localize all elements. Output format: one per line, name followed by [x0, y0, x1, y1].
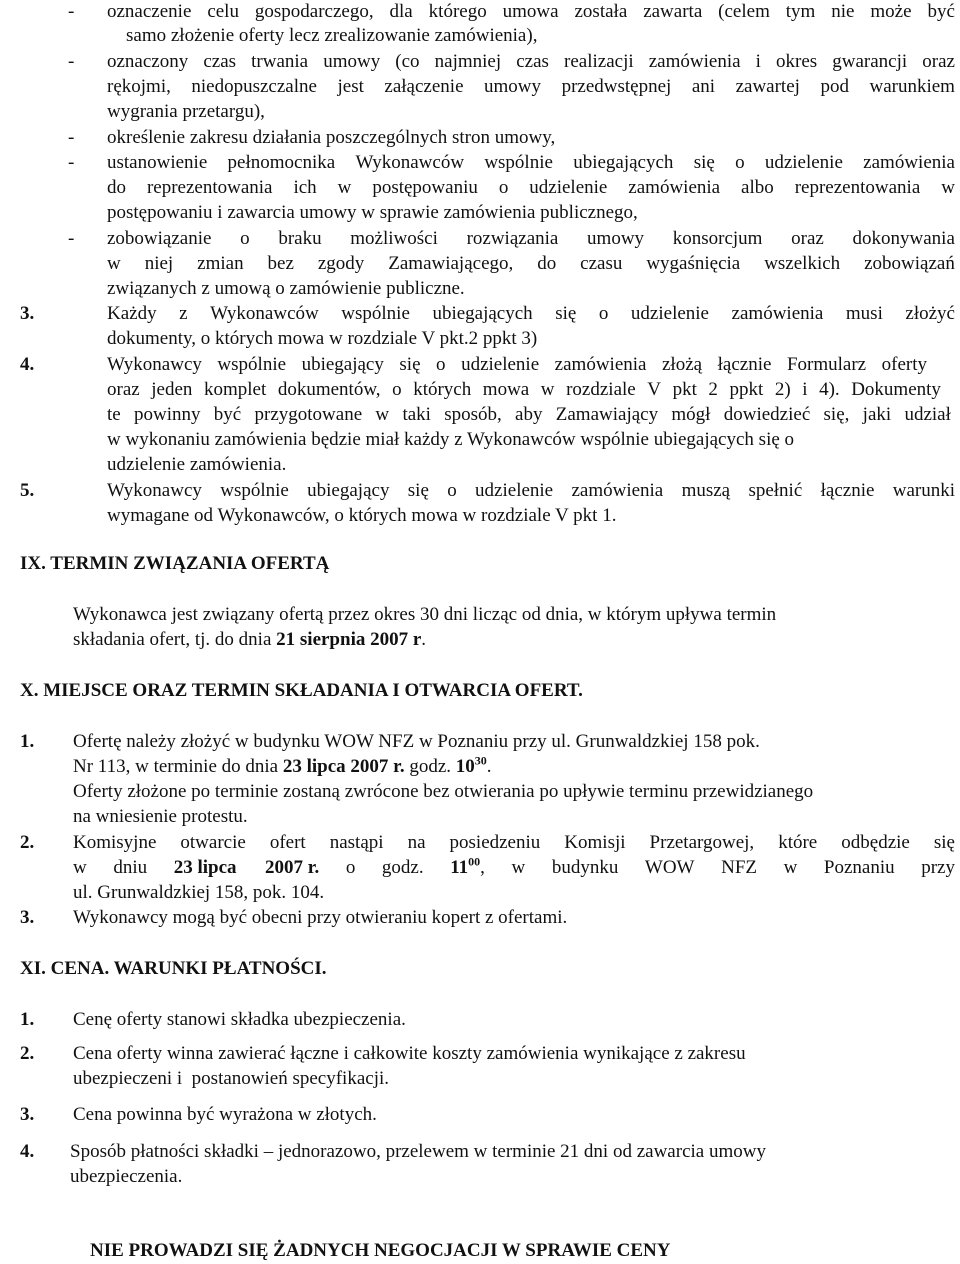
- word: WOW: [644, 857, 695, 878]
- opening-date: 23 lipca 2007 r.: [173, 857, 320, 878]
- item-text: te powinny być przygotowane w taki sposób, aby Zamawiający mógł dowiedzieć się, jaki udział: [107, 404, 951, 425]
- offer-binding-date: 21 sierpnia 2007 r: [276, 629, 422, 650]
- item-text: Wykonawcy wspólnie ubiegający się o udzielenie zamówienia złożą łącznie Formularz oferty: [107, 354, 927, 375]
- dash-item-text: zobowiązanie o braku możliwości rozwiązania umowy konsorcjum oraz dokonywania: [107, 228, 955, 249]
- word: w: [73, 857, 87, 878]
- item-text: Wykonawcy mogą być obecni przy otwieraniu kopert z ofertami.: [73, 907, 568, 928]
- submission-minutes: 30: [474, 753, 487, 768]
- item-text: oraz jeden komplet dokumentów, o których mowa w rozdziale V pkt 2 ppkt 2) i 4). Dokumenty: [107, 379, 941, 400]
- item-text: ul. Grunwaldzkiej 158, pok. 104.: [73, 882, 325, 903]
- offer-deadline-label: składania ofert, tj. do dnia: [73, 629, 277, 650]
- period: .: [486, 756, 492, 777]
- dash-marker: -: [68, 152, 75, 173]
- dash-item-text: do reprezentowania ich w postępowaniu o udzielenie zamówienia albo reprezentowania w: [107, 177, 955, 198]
- section-ix-text: [73, 628, 426, 652]
- deadline-label: Nr 113, w terminie do dnia: [73, 756, 283, 777]
- dash-item-text: związanych z umową o zamówienie publiczne.: [107, 278, 465, 299]
- word: o: [345, 857, 356, 878]
- dash-marker: -: [68, 127, 75, 148]
- item-number: 1.: [20, 731, 35, 752]
- word: w: [511, 857, 526, 878]
- item-text: ubezpieczenia.: [70, 1166, 183, 1187]
- dash-item-text: wygrania przetargu),: [107, 101, 265, 122]
- dash-item-text: oznaczenie celu gospodarczego, dla którego umowa została zawarta (celem tym nie może być: [107, 1, 955, 22]
- section-ix-text: Wykonawca jest związany ofertą przez okres 30 dni licząc od dnia, w którym upływa termin: [73, 604, 777, 625]
- item-text: Cena oferty winna zawierać łączne i całkowite koszty zamówienia wynikające z zakresu: [73, 1043, 746, 1064]
- item-number: 3.: [20, 303, 35, 324]
- item-text: Oferty złożone po terminie zostaną zwrócone bez otwierania po upływie terminu przewidzianego: [73, 781, 814, 802]
- item-text: udzielenie zamówienia.: [107, 454, 287, 475]
- dash-item-text: oznaczony czas trwania umowy (co najmniej czas realizacji zamówienia i okres gwarancji oraz: [107, 51, 955, 72]
- word: dniu: [113, 857, 148, 878]
- item-number: 2.: [20, 832, 35, 853]
- dash-marker: -: [68, 51, 75, 72]
- word: w: [783, 857, 798, 878]
- dash-marker: -: [68, 1, 75, 22]
- item-text: Wykonawcy wspólnie ubiegający się o udzielenie zamówienia muszą spełnić łącznie warunki: [107, 480, 955, 501]
- time-label: godz.: [404, 756, 456, 777]
- period: .: [421, 629, 427, 650]
- item-number: 5.: [20, 480, 35, 501]
- dash-item-text: w niej zmian bez zgody Zamawiającego, do czasu wygaśnięcia wszelkich zobowiązań: [107, 253, 955, 274]
- item-text: Cena powinna być wyrażona w złotych.: [73, 1104, 377, 1125]
- item-text: Ofertę należy złożyć w budynku WOW NFZ w Poznaniu przy ul. Grunwaldzkiej 158 pok.: [73, 731, 760, 752]
- dash-item-text: samo złożenie oferty lecz zrealizowanie zamówienia),: [126, 25, 538, 46]
- item-text: Sposób płatności składki – jednorazowo, przelewem w terminie 21 dni od zawarcia umowy: [70, 1141, 766, 1162]
- item-text: [73, 755, 492, 779]
- item-text: [73, 856, 955, 880]
- item-text: wymagane od Wykonawców, o których mowa w rozdziale V pkt 1.: [107, 505, 617, 526]
- item-text: ubezpieczeni i postanowień specyfikacji.: [73, 1068, 390, 1089]
- item-text: Cenę oferty stanowi składka ubezpieczenia.: [73, 1009, 406, 1030]
- word: NFZ: [721, 857, 757, 878]
- submission-hour: 10: [455, 756, 475, 777]
- item-number: 3.: [20, 907, 35, 928]
- no-negotiation-note: NIE PROWADZI SIĘ ŻADNYCH NEGOCJACJI W SPRAWIE CENY: [90, 1240, 671, 1261]
- item-text: Każdy z Wykonawców wspólnie ubiegających się o udzielenie zamówienia musi złożyć: [107, 303, 955, 324]
- item-number: 3.: [20, 1104, 35, 1125]
- word: godz.: [381, 857, 424, 878]
- section-heading-ix: IX. TERMIN ZWIĄZANIA OFERTĄ: [20, 553, 330, 574]
- word: Poznaniu: [823, 857, 895, 878]
- item-number: 4.: [20, 354, 35, 375]
- dash-item-text: postępowaniu i zawarcia umowy w sprawie zamówienia publicznego,: [107, 202, 638, 223]
- item-text: Komisyjne otwarcie ofert nastąpi na posiedzeniu Komisji Przetargowej, które odbędzie się: [73, 832, 955, 853]
- dash-marker: -: [68, 228, 75, 249]
- word: przy: [921, 857, 955, 878]
- dash-item-text: określenie zakresu działania poszczególnych stron umowy,: [107, 127, 556, 148]
- submission-date: 23 lipca 2007 r.: [282, 756, 405, 777]
- item-text: dokumenty, o których mowa w rozdziale V pkt.2 ppkt 3): [107, 328, 538, 349]
- item-number: 1.: [20, 1009, 35, 1030]
- opening-time: $11^{00}$,: [450, 854, 485, 878]
- item-number: 2.: [20, 1043, 35, 1064]
- item-text: w wykonaniu zamówienia będzie miał każdy z Wykonawców wspólnie ubiegających się o: [107, 429, 795, 450]
- dash-item-text: rękojmi, niedopuszczalne jest załączenie umowy przedwstępnej ani zawartej pod warunkiem: [107, 76, 955, 97]
- section-heading-xi: XI. CENA. WARUNKI PŁATNOŚCI.: [20, 958, 327, 979]
- section-heading-x: X. MIEJSCE ORAZ TERMIN SKŁADANIA I OTWARCIA OFERT.: [20, 680, 583, 701]
- item-number: 4.: [20, 1141, 35, 1162]
- dash-item-text: ustanowienie pełnomocnika Wykonawców wspólnie ubiegających się o udzielenie zamówienia: [107, 152, 955, 173]
- item-text: na wniesienie protestu.: [73, 806, 248, 827]
- word: budynku: [551, 857, 619, 878]
